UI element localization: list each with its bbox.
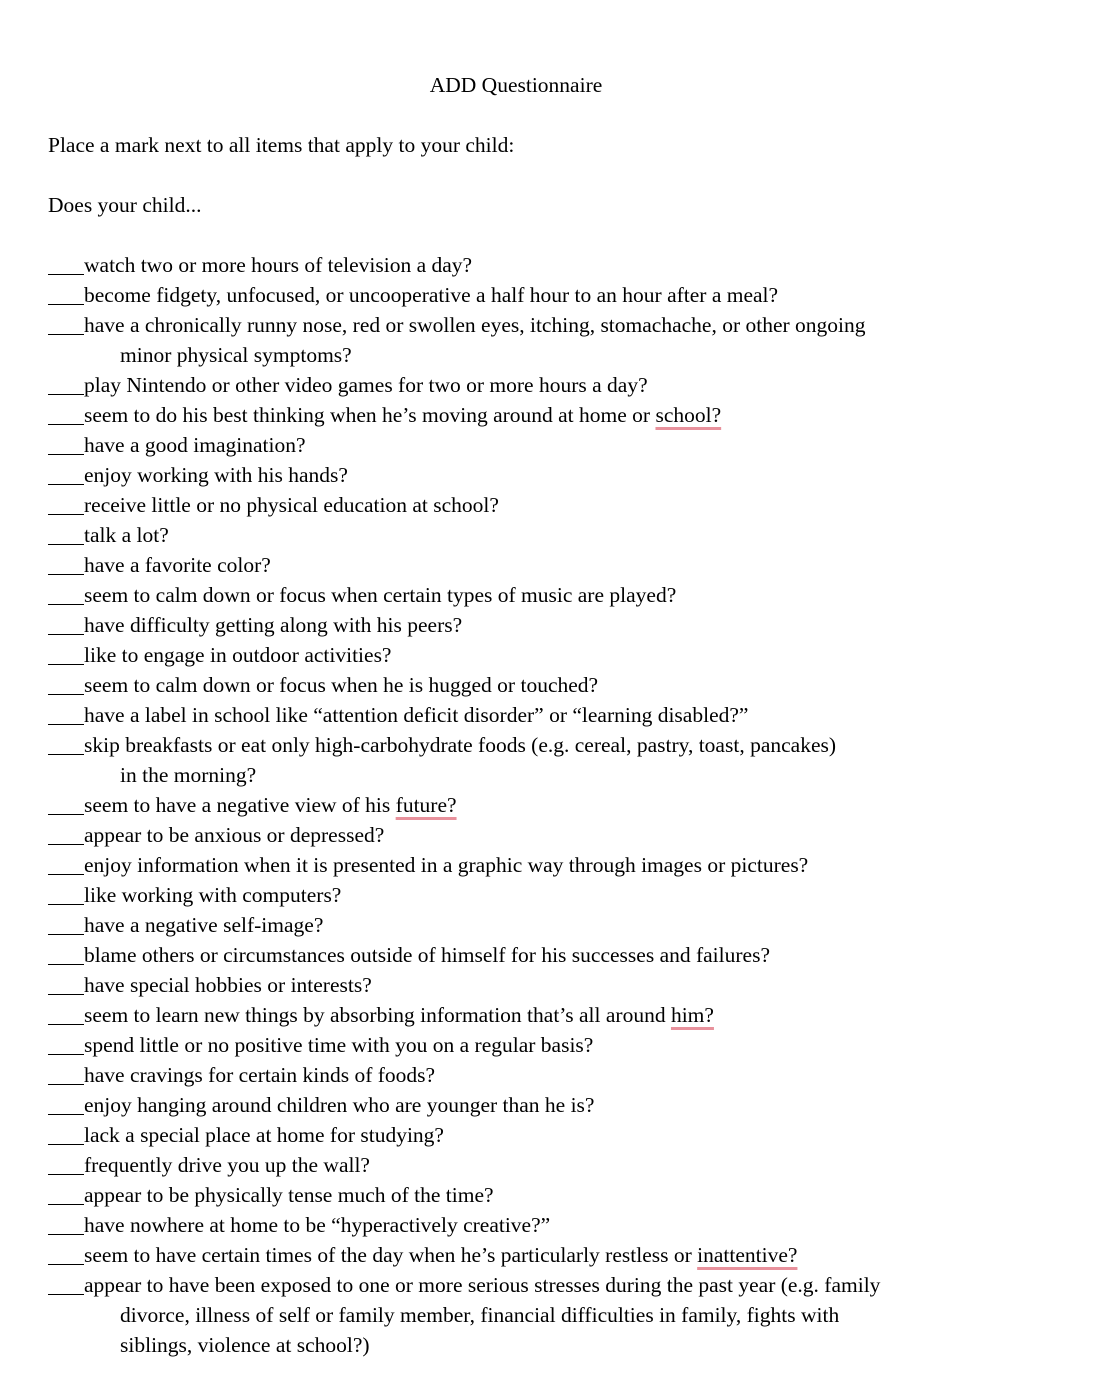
answer-blank[interactable] bbox=[48, 1143, 84, 1145]
questionnaire-item bbox=[48, 1210, 1048, 1240]
item-text: have a good imagination? bbox=[84, 433, 306, 457]
item-text: seem to calm down or focus when he is hugged or touched? bbox=[84, 673, 599, 697]
item-text: have a chronically runny nose, red or swollen eyes, itching, stomachache, or other ongoing bbox=[84, 313, 866, 337]
item-text: watch two or more hours of television a day? bbox=[84, 253, 473, 277]
questionnaire-item bbox=[48, 580, 1048, 610]
answer-blank[interactable] bbox=[48, 1203, 84, 1205]
item-text: enjoy working with his hands? bbox=[84, 463, 348, 487]
answer-blank[interactable] bbox=[48, 543, 84, 545]
answer-blank[interactable] bbox=[48, 273, 84, 275]
item-text: have a favorite color? bbox=[84, 553, 271, 577]
answer-blank[interactable] bbox=[48, 1293, 84, 1295]
questionnaire-item bbox=[48, 520, 1048, 550]
questionnaire-item bbox=[48, 550, 1048, 580]
questionnaire-item bbox=[48, 370, 1048, 400]
questionnaire-item bbox=[48, 1240, 1048, 1270]
item-text: have special hobbies or interests? bbox=[84, 973, 372, 997]
item-continuation-text: divorce, illness of self or family member, financial difficulties in family, fights with bbox=[120, 1303, 840, 1327]
answer-blank[interactable] bbox=[48, 453, 84, 455]
questionnaire-item bbox=[48, 1180, 1048, 1210]
answer-blank[interactable] bbox=[48, 693, 84, 695]
answer-blank[interactable] bbox=[48, 663, 84, 665]
question-prompt: Does your child... bbox=[48, 193, 202, 217]
questionnaire-item bbox=[48, 280, 1048, 310]
questionnaire-item bbox=[48, 490, 1048, 520]
questionnaire-item bbox=[48, 1060, 1048, 1090]
spellcheck-flagged-word: school? bbox=[655, 403, 722, 427]
item-text: seem to have a negative view of his bbox=[84, 793, 396, 817]
questionnaire-item bbox=[48, 250, 1048, 280]
item-text: have nowhere at home to be “hyperactively creative?” bbox=[84, 1213, 551, 1237]
answer-blank[interactable] bbox=[48, 723, 84, 725]
answer-blank[interactable] bbox=[48, 513, 84, 515]
questionnaire-item bbox=[48, 880, 1048, 910]
questionnaire-list bbox=[48, 250, 1048, 1360]
questionnaire-item bbox=[48, 460, 1048, 490]
questionnaire-item bbox=[48, 640, 1048, 670]
item-text: play Nintendo or other video games for two or more hours a day? bbox=[84, 373, 648, 397]
answer-blank[interactable] bbox=[48, 633, 84, 635]
item-continuation-text: siblings, violence at school?) bbox=[120, 1333, 370, 1357]
item-text: talk a lot? bbox=[84, 523, 169, 547]
questionnaire-item bbox=[48, 310, 1048, 370]
answer-blank[interactable] bbox=[48, 333, 84, 335]
answer-blank[interactable] bbox=[48, 483, 84, 485]
item-continuation-text: minor physical symptoms? bbox=[120, 343, 352, 367]
answer-blank[interactable] bbox=[48, 813, 84, 815]
answer-blank[interactable] bbox=[48, 1263, 84, 1265]
item-text: blame others or circumstances outside of himself for his successes and failures? bbox=[84, 943, 770, 967]
item-text: frequently drive you up the wall? bbox=[84, 1153, 370, 1177]
item-text: receive little or no physical education at school? bbox=[84, 493, 499, 517]
questionnaire-item bbox=[48, 1120, 1048, 1150]
questionnaire-item bbox=[48, 670, 1048, 700]
questionnaire-item bbox=[48, 610, 1048, 640]
item-text: appear to have been exposed to one or more serious stresses during the past year (e.g. family bbox=[84, 1273, 881, 1297]
spellcheck-flagged-word: future? bbox=[395, 793, 457, 817]
questionnaire-item bbox=[48, 940, 1048, 970]
questionnaire-item bbox=[48, 970, 1048, 1000]
answer-blank[interactable] bbox=[48, 963, 84, 965]
questionnaire-item bbox=[48, 910, 1048, 940]
item-text: lack a special place at home for studying? bbox=[84, 1123, 444, 1147]
item-text: enjoy information when it is presented in a graphic way through images or pictures? bbox=[84, 853, 809, 877]
answer-blank[interactable] bbox=[48, 573, 84, 575]
item-text: skip breakfasts or eat only high-carbohydrate foods (e.g. cereal, pastry, toast, pancakes) bbox=[84, 733, 837, 757]
answer-blank[interactable] bbox=[48, 1233, 84, 1235]
item-text: have a label in school like “attention deficit disorder” or “learning disabled?” bbox=[84, 703, 749, 727]
answer-blank[interactable] bbox=[48, 843, 84, 845]
item-text: spend little or no positive time with you on a regular basis? bbox=[84, 1033, 594, 1057]
questionnaire-item bbox=[48, 790, 1048, 820]
questionnaire-item bbox=[48, 1270, 1048, 1360]
item-text: appear to be physically tense much of the time? bbox=[84, 1183, 494, 1207]
item-text: like working with computers? bbox=[84, 883, 342, 907]
answer-blank[interactable] bbox=[48, 1083, 84, 1085]
spellcheck-flagged-word: him? bbox=[670, 1003, 714, 1027]
item-text: have difficulty getting along with his peers? bbox=[84, 613, 463, 637]
page-title: ADD Questionnaire bbox=[429, 73, 603, 97]
questionnaire-item bbox=[48, 700, 1048, 730]
questionnaire-item bbox=[48, 1000, 1048, 1030]
questionnaire-item bbox=[48, 850, 1048, 880]
answer-blank[interactable] bbox=[48, 903, 84, 905]
answer-blank[interactable] bbox=[48, 1113, 84, 1115]
item-text: seem to have certain times of the day when he’s particularly restless or bbox=[84, 1243, 698, 1267]
answer-blank[interactable] bbox=[48, 303, 84, 305]
spellcheck-flagged-word: inattentive? bbox=[697, 1243, 798, 1267]
questionnaire-item bbox=[48, 1150, 1048, 1180]
item-text: have cravings for certain kinds of foods? bbox=[84, 1063, 436, 1087]
answer-blank[interactable] bbox=[48, 873, 84, 875]
item-text: have a negative self-image? bbox=[84, 913, 324, 937]
questionnaire-item bbox=[48, 730, 1048, 790]
answer-blank[interactable] bbox=[48, 393, 84, 395]
questionnaire-item bbox=[48, 400, 1048, 430]
item-text: enjoy hanging around children who are younger than he is? bbox=[84, 1093, 595, 1117]
answer-blank[interactable] bbox=[48, 1173, 84, 1175]
item-text: like to engage in outdoor activities? bbox=[84, 643, 392, 667]
answer-blank[interactable] bbox=[48, 603, 84, 605]
item-text: seem to learn new things by absorbing information that’s all around bbox=[84, 1003, 671, 1027]
questionnaire-item bbox=[48, 1030, 1048, 1060]
item-text: seem to do his best thinking when he’s moving around at home or bbox=[84, 403, 656, 427]
instruction-text: Place a mark next to all items that apply to your child: bbox=[48, 133, 515, 157]
questionnaire-item bbox=[48, 430, 1048, 460]
answer-blank[interactable] bbox=[48, 1053, 84, 1055]
answer-blank[interactable] bbox=[48, 993, 84, 995]
item-text: seem to calm down or focus when certain types of music are played? bbox=[84, 583, 677, 607]
item-text: appear to be anxious or depressed? bbox=[84, 823, 385, 847]
answer-blank[interactable] bbox=[48, 933, 84, 935]
questionnaire-item bbox=[48, 1090, 1048, 1120]
item-text: become fidgety, unfocused, or uncooperative a half hour to an hour after a meal? bbox=[84, 283, 779, 307]
answer-blank[interactable] bbox=[48, 753, 84, 755]
questionnaire-item bbox=[48, 820, 1048, 850]
answer-blank[interactable] bbox=[48, 1023, 84, 1025]
item-continuation-text: in the morning? bbox=[120, 763, 257, 787]
answer-blank[interactable] bbox=[48, 423, 84, 425]
